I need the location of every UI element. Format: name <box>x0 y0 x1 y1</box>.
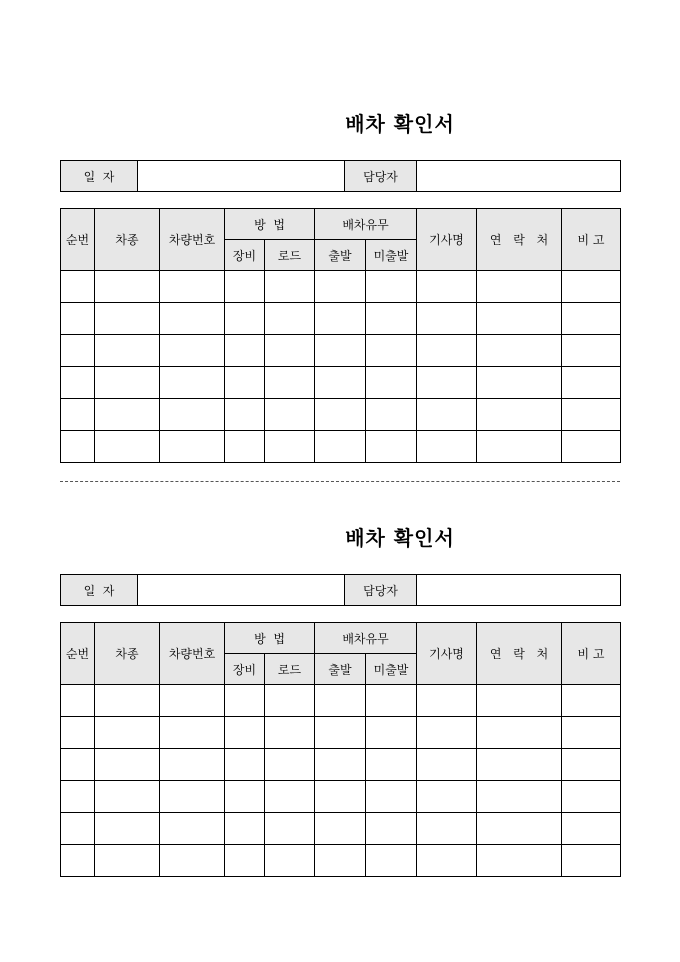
table-cell[interactable] <box>265 685 315 717</box>
table-cell[interactable] <box>61 431 95 463</box>
table-row <box>61 399 621 431</box>
table-cell[interactable] <box>477 335 562 367</box>
col-header-contact: 연 락 처 <box>477 623 562 685</box>
table-cell[interactable] <box>562 399 621 431</box>
table-cell[interactable] <box>366 685 417 717</box>
table-cell[interactable] <box>95 781 160 813</box>
table-cell[interactable] <box>315 685 366 717</box>
table-cell[interactable] <box>315 781 366 813</box>
date-field[interactable] <box>138 161 345 192</box>
date-label: 일 자 <box>61 575 138 606</box>
table-cell[interactable] <box>265 367 315 399</box>
table-cell[interactable] <box>95 749 160 781</box>
table-cell[interactable] <box>61 367 95 399</box>
table-cell[interactable] <box>61 335 95 367</box>
table-cell[interactable] <box>160 399 225 431</box>
table-cell[interactable] <box>225 335 265 367</box>
rows-2 <box>61 685 621 877</box>
col-header-car-type: 차종 <box>95 209 160 271</box>
table-cell[interactable] <box>95 303 160 335</box>
table-cell[interactable] <box>477 749 562 781</box>
table-cell[interactable] <box>366 717 417 749</box>
table-cell[interactable] <box>562 431 621 463</box>
table-cell[interactable] <box>315 367 366 399</box>
table-cell[interactable] <box>160 717 225 749</box>
manager-label: 담당자 <box>345 161 417 192</box>
table-cell[interactable] <box>417 685 477 717</box>
table-cell[interactable] <box>265 813 315 845</box>
table-cell[interactable] <box>417 717 477 749</box>
table-cell[interactable] <box>477 303 562 335</box>
table-cell[interactable] <box>225 845 265 877</box>
cut-line <box>60 481 620 482</box>
table-cell[interactable] <box>225 431 265 463</box>
col-header-dispatch: 배차유무 <box>315 209 417 240</box>
col-header-method: 방 법 <box>225 623 315 654</box>
table-cell[interactable] <box>477 781 562 813</box>
table-cell[interactable] <box>95 845 160 877</box>
table-cell[interactable] <box>366 781 417 813</box>
table-cell[interactable] <box>265 717 315 749</box>
table-cell[interactable] <box>225 367 265 399</box>
dispatch-table <box>60 208 621 463</box>
table-cell[interactable] <box>477 431 562 463</box>
table-cell[interactable] <box>417 431 477 463</box>
col-header-departed: 출발 <box>315 240 366 271</box>
table-cell[interactable] <box>562 717 621 749</box>
col-header-remarks: 비 고 <box>562 209 621 271</box>
table-cell[interactable] <box>95 399 160 431</box>
table-cell[interactable] <box>315 431 366 463</box>
table-cell[interactable] <box>265 781 315 813</box>
table-cell[interactable] <box>366 813 417 845</box>
table-cell[interactable] <box>265 303 315 335</box>
table-cell[interactable] <box>95 335 160 367</box>
table-cell[interactable] <box>562 685 621 717</box>
table-cell[interactable] <box>95 367 160 399</box>
table-cell[interactable] <box>562 749 621 781</box>
col-header-seq: 순번 <box>61 623 95 685</box>
table-cell[interactable] <box>315 813 366 845</box>
table-cell[interactable] <box>417 781 477 813</box>
form-title: 배차 확인서 <box>345 526 455 550</box>
table-row <box>61 303 621 335</box>
manager-label: 담당자 <box>345 575 417 606</box>
table-cell[interactable] <box>315 271 366 303</box>
table-cell[interactable] <box>265 335 315 367</box>
table-row <box>61 813 621 845</box>
table-cell[interactable] <box>366 845 417 877</box>
info-table <box>60 574 621 606</box>
col-header-car-type: 차종 <box>95 623 160 685</box>
table-cell[interactable] <box>366 367 417 399</box>
table-cell[interactable] <box>160 271 225 303</box>
table-cell[interactable] <box>417 845 477 877</box>
table-cell[interactable] <box>265 431 315 463</box>
table-cell[interactable] <box>95 431 160 463</box>
table-cell[interactable] <box>477 717 562 749</box>
table-cell[interactable] <box>160 685 225 717</box>
table-cell[interactable] <box>160 303 225 335</box>
table-row <box>61 271 621 303</box>
table-cell[interactable] <box>95 813 160 845</box>
table-cell[interactable] <box>160 335 225 367</box>
table-cell[interactable] <box>95 685 160 717</box>
col-header-car-number: 차량번호 <box>160 209 225 271</box>
table-cell[interactable] <box>265 845 315 877</box>
table-cell[interactable] <box>417 335 477 367</box>
table-cell[interactable] <box>225 399 265 431</box>
table-cell[interactable] <box>477 845 562 877</box>
table-cell[interactable] <box>265 271 315 303</box>
table-cell[interactable] <box>160 749 225 781</box>
table-cell[interactable] <box>315 399 366 431</box>
col-header-departed: 출발 <box>315 654 366 685</box>
table-cell[interactable] <box>160 813 225 845</box>
table-cell[interactable] <box>61 685 95 717</box>
table-cell[interactable] <box>477 813 562 845</box>
table-cell[interactable] <box>417 303 477 335</box>
table-cell[interactable] <box>61 717 95 749</box>
table-cell[interactable] <box>562 813 621 845</box>
dispatch-form-2 <box>60 524 620 877</box>
dispatch-table <box>60 622 621 877</box>
table-cell[interactable] <box>61 303 95 335</box>
table-cell[interactable] <box>225 717 265 749</box>
table-cell[interactable] <box>562 271 621 303</box>
table-cell[interactable] <box>315 717 366 749</box>
col-header-equipment: 장비 <box>225 654 265 685</box>
col-header-method: 방 법 <box>225 209 315 240</box>
table-cell[interactable] <box>315 845 366 877</box>
table-cell[interactable] <box>562 335 621 367</box>
table-cell[interactable] <box>225 813 265 845</box>
table-cell[interactable] <box>477 367 562 399</box>
table-row <box>61 717 621 749</box>
table-cell[interactable] <box>366 399 417 431</box>
table-row <box>61 749 621 781</box>
table-cell[interactable] <box>95 271 160 303</box>
table-cell[interactable] <box>61 781 95 813</box>
table-cell[interactable] <box>225 303 265 335</box>
table-cell[interactable] <box>265 399 315 431</box>
table-row <box>61 685 621 717</box>
col-header-equipment: 장비 <box>225 240 265 271</box>
table-row <box>61 367 621 399</box>
manager-field[interactable] <box>417 161 621 192</box>
form-title: 배차 확인서 <box>345 112 455 136</box>
table-cell[interactable] <box>61 271 95 303</box>
table-cell[interactable] <box>562 367 621 399</box>
rows-1 <box>61 271 621 463</box>
table-cell[interactable] <box>477 685 562 717</box>
table-cell[interactable] <box>160 781 225 813</box>
table-cell[interactable] <box>562 845 621 877</box>
table-cell[interactable] <box>225 749 265 781</box>
table-cell[interactable] <box>417 271 477 303</box>
table-cell[interactable] <box>61 749 95 781</box>
table-cell[interactable] <box>477 271 562 303</box>
col-header-remarks: 비 고 <box>562 623 621 685</box>
table-cell[interactable] <box>160 845 225 877</box>
table-row <box>61 431 621 463</box>
col-header-contact: 연 락 처 <box>477 209 562 271</box>
col-header-dispatch: 배차유무 <box>315 623 417 654</box>
table-cell[interactable] <box>417 813 477 845</box>
info-table <box>60 160 621 192</box>
table-cell[interactable] <box>417 749 477 781</box>
table-cell[interactable] <box>315 335 366 367</box>
table-cell[interactable] <box>265 749 315 781</box>
table-cell[interactable] <box>562 303 621 335</box>
table-cell[interactable] <box>366 749 417 781</box>
table-cell[interactable] <box>225 781 265 813</box>
col-header-not-departed: 미출발 <box>366 240 417 271</box>
table-cell[interactable] <box>160 367 225 399</box>
table-cell[interactable] <box>417 399 477 431</box>
table-cell[interactable] <box>95 717 160 749</box>
table-cell[interactable] <box>417 367 477 399</box>
col-header-load: 로드 <box>265 240 315 271</box>
table-cell[interactable] <box>366 431 417 463</box>
col-header-driver: 기사명 <box>417 623 477 685</box>
col-header-load: 로드 <box>265 654 315 685</box>
col-header-driver: 기사명 <box>417 209 477 271</box>
table-cell[interactable] <box>366 335 417 367</box>
col-header-car-number: 차량번호 <box>160 623 225 685</box>
col-header-seq: 순번 <box>61 209 95 271</box>
table-cell[interactable] <box>225 685 265 717</box>
col-header-not-departed: 미출발 <box>366 654 417 685</box>
table-cell[interactable] <box>315 749 366 781</box>
date-label: 일 자 <box>61 161 138 192</box>
manager-field[interactable] <box>417 575 621 606</box>
table-row <box>61 335 621 367</box>
table-cell[interactable] <box>61 813 95 845</box>
table-cell[interactable] <box>160 431 225 463</box>
table-cell[interactable] <box>562 781 621 813</box>
table-cell[interactable] <box>366 271 417 303</box>
table-cell[interactable] <box>61 845 95 877</box>
table-cell[interactable] <box>477 399 562 431</box>
table-row <box>61 781 621 813</box>
table-cell[interactable] <box>315 303 366 335</box>
dispatch-form-1 <box>60 110 620 463</box>
table-row <box>61 845 621 877</box>
table-cell[interactable] <box>366 303 417 335</box>
date-field[interactable] <box>138 575 345 606</box>
table-cell[interactable] <box>225 271 265 303</box>
table-cell[interactable] <box>61 399 95 431</box>
